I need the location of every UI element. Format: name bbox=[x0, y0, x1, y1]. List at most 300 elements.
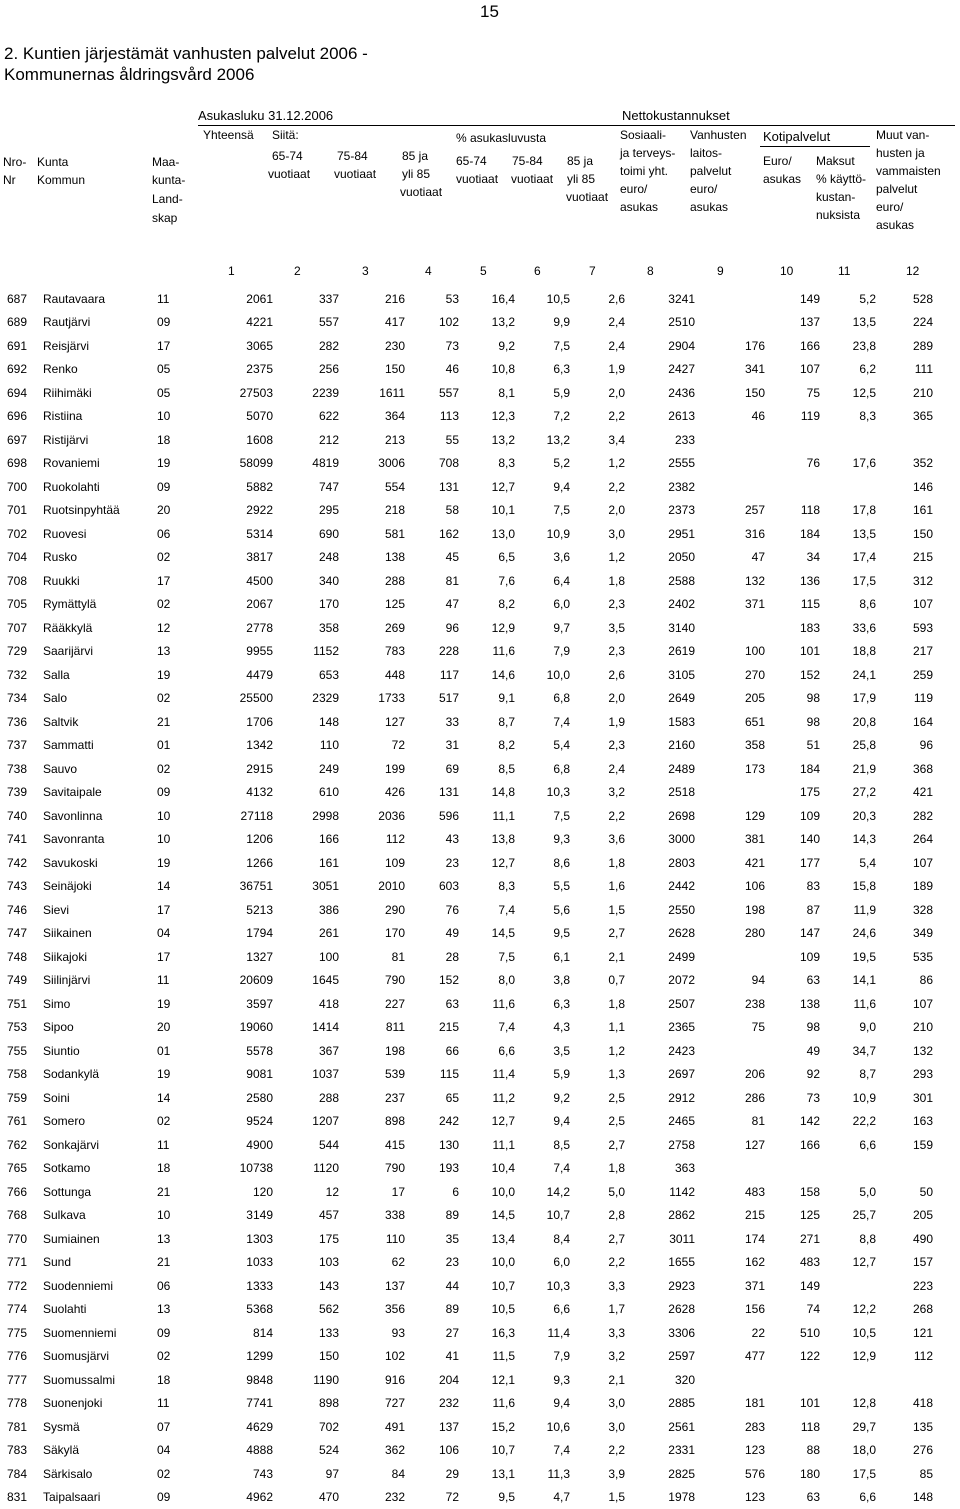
table-row bbox=[0, 1180, 933, 1204]
table-cell: 175 bbox=[765, 781, 820, 805]
table-cell bbox=[695, 1157, 765, 1181]
table-cell: 223 bbox=[876, 1274, 933, 1298]
kotipalvelut-header: Kotipalvelut bbox=[763, 129, 830, 144]
table-cell: 04 bbox=[157, 922, 227, 946]
table-cell: 3,9 bbox=[570, 1462, 625, 1486]
table-cell: 0,7 bbox=[570, 969, 625, 993]
table-cell: 7,5 bbox=[515, 334, 570, 358]
table-cell: 170 bbox=[339, 922, 405, 946]
table-cell: 58099 bbox=[227, 452, 273, 476]
table-cell: 2,4 bbox=[570, 311, 625, 335]
table-row bbox=[0, 475, 933, 499]
table-cell: 21 bbox=[157, 1251, 227, 1275]
table-cell: 113 bbox=[405, 405, 459, 429]
table-cell: 09 bbox=[157, 1486, 227, 1509]
table-cell: 1342 bbox=[227, 734, 273, 758]
sos-header-4: euro/ bbox=[620, 182, 647, 197]
table-cell: 02 bbox=[157, 1462, 227, 1486]
table-cell: 9,4 bbox=[515, 1392, 570, 1416]
table-cell: 576 bbox=[695, 1462, 765, 1486]
table-row bbox=[0, 1039, 933, 1063]
table-cell: 293 bbox=[876, 1063, 933, 1087]
table-cell: 6,3 bbox=[515, 358, 570, 382]
table-cell: 150 bbox=[273, 1345, 339, 1369]
table-cell: 8,0 bbox=[459, 969, 515, 993]
table-cell bbox=[765, 475, 820, 499]
siita-header: Siitä: bbox=[272, 128, 299, 143]
table-cell: 732 bbox=[0, 663, 43, 687]
table-cell: 17 bbox=[157, 945, 227, 969]
table-cell: Suodenniemi bbox=[43, 1274, 157, 1298]
table-cell: 63 bbox=[765, 1486, 820, 1509]
table-cell: 7,5 bbox=[459, 945, 515, 969]
table-cell: 535 bbox=[876, 945, 933, 969]
table-cell: 109 bbox=[339, 851, 405, 875]
table-cell: 17,5 bbox=[820, 569, 876, 593]
table-cell: 13,5 bbox=[820, 522, 876, 546]
table-cell: 10,3 bbox=[515, 1274, 570, 1298]
table-cell: 2649 bbox=[625, 687, 695, 711]
table-cell: 18 bbox=[157, 428, 227, 452]
table-cell: 362 bbox=[339, 1439, 405, 1463]
table-cell: 11,6 bbox=[459, 1392, 515, 1416]
table-cell: 6,0 bbox=[515, 1251, 570, 1275]
table-cell: 470 bbox=[273, 1486, 339, 1509]
table-cell: Sottunga bbox=[43, 1180, 157, 1204]
table-cell: 11,1 bbox=[459, 804, 515, 828]
table-cell: 13,0 bbox=[459, 522, 515, 546]
table-cell: 2555 bbox=[625, 452, 695, 476]
table-cell: 218 bbox=[339, 499, 405, 523]
table-cell: Ristijärvi bbox=[43, 428, 157, 452]
table-cell: 10,5 bbox=[515, 287, 570, 311]
table-cell: 20609 bbox=[227, 969, 273, 993]
table-cell: 2423 bbox=[625, 1039, 695, 1063]
table-cell: 210 bbox=[876, 1016, 933, 1040]
table-cell: 3,2 bbox=[570, 781, 625, 805]
table-cell: 13,5 bbox=[820, 311, 876, 335]
table-cell: 4888 bbox=[227, 1439, 273, 1463]
table-cell: 34 bbox=[765, 546, 820, 570]
table-cell: 280 bbox=[695, 922, 765, 946]
vanh-header-1: Vanhusten bbox=[690, 128, 747, 143]
table-cell: 301 bbox=[876, 1086, 933, 1110]
table-row bbox=[0, 1133, 933, 1157]
table-cell: 610 bbox=[273, 781, 339, 805]
table-cell: 24,6 bbox=[820, 922, 876, 946]
table-cell: 161 bbox=[876, 499, 933, 523]
table-cell: 3,0 bbox=[570, 522, 625, 546]
table-cell: 14,5 bbox=[459, 922, 515, 946]
table-cell: 1152 bbox=[273, 640, 339, 664]
table-cell: 5,4 bbox=[820, 851, 876, 875]
table-cell: 320 bbox=[625, 1368, 695, 1392]
table-cell: 770 bbox=[0, 1227, 43, 1251]
table-cell: 2,1 bbox=[570, 1368, 625, 1392]
table-cell: 811 bbox=[339, 1016, 405, 1040]
table-cell: 364 bbox=[339, 405, 405, 429]
table-cell: 05 bbox=[157, 358, 227, 382]
table-cell: 3,4 bbox=[570, 428, 625, 452]
table-row bbox=[0, 1016, 933, 1040]
table-cell: 2,4 bbox=[570, 334, 625, 358]
table-cell: 2912 bbox=[625, 1086, 695, 1110]
table-cell: 6,6 bbox=[459, 1039, 515, 1063]
table-cell: 3,0 bbox=[570, 1392, 625, 1416]
table-cell: 7,5 bbox=[515, 499, 570, 523]
table-cell: 127 bbox=[695, 1133, 765, 1157]
table-cell: 738 bbox=[0, 757, 43, 781]
table-cell: 282 bbox=[273, 334, 339, 358]
table-cell: 1645 bbox=[273, 969, 339, 993]
table-cell: Seinäjoki bbox=[43, 875, 157, 899]
table-cell: 87 bbox=[765, 898, 820, 922]
table-cell: 12,7 bbox=[820, 1251, 876, 1275]
table-cell: 5578 bbox=[227, 1039, 273, 1063]
table-cell: 2239 bbox=[273, 381, 339, 405]
table-cell: 736 bbox=[0, 710, 43, 734]
table-cell: 1,5 bbox=[570, 898, 625, 922]
table-cell: 477 bbox=[695, 1345, 765, 1369]
table-cell: 106 bbox=[405, 1439, 459, 1463]
table-cell: 5,0 bbox=[570, 1180, 625, 1204]
table-cell bbox=[695, 781, 765, 805]
table-cell: 381 bbox=[695, 828, 765, 852]
table-cell: 742 bbox=[0, 851, 43, 875]
table-cell: 224 bbox=[876, 311, 933, 335]
table-cell: 747 bbox=[273, 475, 339, 499]
table-cell: 11,9 bbox=[820, 898, 876, 922]
table-row bbox=[0, 1086, 933, 1110]
table-cell bbox=[695, 616, 765, 640]
table-cell: 34,7 bbox=[820, 1039, 876, 1063]
table-cell: 490 bbox=[876, 1227, 933, 1251]
table-row bbox=[0, 616, 933, 640]
table-cell: 131 bbox=[405, 781, 459, 805]
table-cell: 7,4 bbox=[459, 1016, 515, 1040]
table-cell: 189 bbox=[876, 875, 933, 899]
table-cell: 120 bbox=[227, 1180, 273, 1204]
table-cell: 63 bbox=[765, 969, 820, 993]
table-cell: 2,2 bbox=[570, 804, 625, 828]
table-cell: 2050 bbox=[625, 546, 695, 570]
table-cell: 14,6 bbox=[459, 663, 515, 687]
table-cell: 1706 bbox=[227, 710, 273, 734]
table-cell: 11,6 bbox=[820, 992, 876, 1016]
table-cell: 150 bbox=[339, 358, 405, 382]
table-cell: 84 bbox=[339, 1462, 405, 1486]
table-cell: 288 bbox=[339, 569, 405, 593]
table-cell bbox=[695, 428, 765, 452]
table-cell: 63 bbox=[405, 992, 459, 1016]
table-row bbox=[0, 1063, 933, 1087]
table-cell: 143 bbox=[273, 1274, 339, 1298]
table-cell: Ruovesi bbox=[43, 522, 157, 546]
table-cell: 4,7 bbox=[515, 1486, 570, 1509]
table-cell: 93 bbox=[339, 1321, 405, 1345]
table-cell: 743 bbox=[227, 1462, 273, 1486]
table-cell: 12,7 bbox=[459, 1110, 515, 1134]
table-cell: 98 bbox=[765, 687, 820, 711]
table-cell: 14,2 bbox=[515, 1180, 570, 1204]
table-cell: 47 bbox=[405, 593, 459, 617]
table-cell: 110 bbox=[339, 1227, 405, 1251]
table-cell: 158 bbox=[765, 1180, 820, 1204]
table-row bbox=[0, 522, 933, 546]
table-cell: 2597 bbox=[625, 1345, 695, 1369]
muut-header-4: palvelut bbox=[876, 182, 917, 197]
pct-85-header: 85 ja bbox=[567, 154, 593, 169]
column-number: 6 bbox=[534, 264, 541, 279]
table-cell: 2,2 bbox=[570, 475, 625, 499]
table-cell: Taipalsaari bbox=[43, 1486, 157, 1509]
table-cell: 5213 bbox=[227, 898, 273, 922]
table-cell: 356 bbox=[339, 1298, 405, 1322]
table-cell: 8,5 bbox=[459, 757, 515, 781]
table-cell: 6,2 bbox=[820, 358, 876, 382]
table-cell: 09 bbox=[157, 311, 227, 335]
table-cell: 21 bbox=[157, 710, 227, 734]
table-cell: 2067 bbox=[227, 593, 273, 617]
table-cell: 49 bbox=[765, 1039, 820, 1063]
table-cell: 62 bbox=[339, 1251, 405, 1275]
table-cell: 02 bbox=[157, 1345, 227, 1369]
table-cell: 2,4 bbox=[570, 757, 625, 781]
column-number: 10 bbox=[780, 264, 793, 279]
table-cell: 448 bbox=[339, 663, 405, 687]
table-cell: 150 bbox=[876, 522, 933, 546]
table-cell: 778 bbox=[0, 1392, 43, 1416]
table-cell: 1,9 bbox=[570, 710, 625, 734]
table-cell: 2613 bbox=[625, 405, 695, 429]
table-cell: 340 bbox=[273, 569, 339, 593]
table-cell: 2,1 bbox=[570, 945, 625, 969]
table-cell: 81 bbox=[695, 1110, 765, 1134]
table-cell: 101 bbox=[765, 640, 820, 664]
table-cell: 25,7 bbox=[820, 1204, 876, 1228]
table-cell: 198 bbox=[339, 1039, 405, 1063]
table-row bbox=[0, 898, 933, 922]
table-row bbox=[0, 1204, 933, 1228]
table-cell: 136 bbox=[765, 569, 820, 593]
table-row bbox=[0, 1439, 933, 1463]
table-cell: 86 bbox=[876, 969, 933, 993]
table-cell: 288 bbox=[273, 1086, 339, 1110]
table-cell: 483 bbox=[695, 1180, 765, 1204]
table-cell: 238 bbox=[695, 992, 765, 1016]
table-cell: 149 bbox=[765, 287, 820, 311]
table-cell bbox=[876, 1368, 933, 1392]
table-cell: 698 bbox=[0, 452, 43, 476]
table-row bbox=[0, 569, 933, 593]
table-cell: 20,3 bbox=[820, 804, 876, 828]
table-cell: 4962 bbox=[227, 1486, 273, 1509]
table-row bbox=[0, 1392, 933, 1416]
table-cell: 5368 bbox=[227, 1298, 273, 1322]
table-cell: 771 bbox=[0, 1251, 43, 1275]
table-cell: 02 bbox=[157, 757, 227, 781]
table-cell: 09 bbox=[157, 781, 227, 805]
table-cell: 790 bbox=[339, 969, 405, 993]
table-cell: 705 bbox=[0, 593, 43, 617]
table-cell: 2,6 bbox=[570, 287, 625, 311]
table-cell: Sauvo bbox=[43, 757, 157, 781]
table-cell: 8,1 bbox=[459, 381, 515, 405]
table-cell: 19 bbox=[157, 663, 227, 687]
table-cell: 9,1 bbox=[459, 687, 515, 711]
table-cell bbox=[695, 1368, 765, 1392]
table-cell: 10,0 bbox=[515, 663, 570, 687]
table-cell: 44 bbox=[405, 1274, 459, 1298]
table-cell: 205 bbox=[876, 1204, 933, 1228]
table-cell: Rymättylä bbox=[43, 593, 157, 617]
table-cell: 12 bbox=[157, 616, 227, 640]
table-row bbox=[0, 593, 933, 617]
table-cell: 162 bbox=[405, 522, 459, 546]
table-cell: 58 bbox=[405, 499, 459, 523]
table-cell: 259 bbox=[876, 663, 933, 687]
table-cell: 13,1 bbox=[459, 1462, 515, 1486]
table-cell: 271 bbox=[765, 1227, 820, 1251]
table-cell: 10 bbox=[157, 405, 227, 429]
table-cell: 13 bbox=[157, 1227, 227, 1251]
muut-header-3: vammaisten bbox=[876, 164, 941, 179]
table-cell: 4479 bbox=[227, 663, 273, 687]
table-cell: 10,9 bbox=[515, 522, 570, 546]
table-row bbox=[0, 663, 933, 687]
table-cell: 257 bbox=[695, 499, 765, 523]
table-cell: 31 bbox=[405, 734, 459, 758]
table-cell: 338 bbox=[339, 1204, 405, 1228]
table-cell: 765 bbox=[0, 1157, 43, 1181]
table-row bbox=[0, 546, 933, 570]
table-cell: 2,5 bbox=[570, 1110, 625, 1134]
table-cell: 282 bbox=[876, 804, 933, 828]
table-cell: 328 bbox=[876, 898, 933, 922]
table-cell: 173 bbox=[695, 757, 765, 781]
table-cell: 2427 bbox=[625, 358, 695, 382]
table-cell: 135 bbox=[876, 1415, 933, 1439]
table-cell: 748 bbox=[0, 945, 43, 969]
table-cell: 9,3 bbox=[515, 828, 570, 852]
table-cell: 7,9 bbox=[515, 640, 570, 664]
table-cell: 8,2 bbox=[459, 734, 515, 758]
table-cell: 3149 bbox=[227, 1204, 273, 1228]
table-cell: 06 bbox=[157, 1274, 227, 1298]
maksut-header-3: kustan- bbox=[816, 190, 855, 205]
table-cell: 491 bbox=[339, 1415, 405, 1439]
table-cell: 1333 bbox=[227, 1274, 273, 1298]
table-cell: 2758 bbox=[625, 1133, 695, 1157]
table-row bbox=[0, 1321, 933, 1345]
table-cell: 12,5 bbox=[820, 381, 876, 405]
table-cell: 352 bbox=[876, 452, 933, 476]
table-cell: 228 bbox=[405, 640, 459, 664]
table-cell: 708 bbox=[0, 569, 43, 593]
table-cell: Simo bbox=[43, 992, 157, 1016]
table-cell: 232 bbox=[339, 1486, 405, 1509]
table-cell: 740 bbox=[0, 804, 43, 828]
table-cell: 1608 bbox=[227, 428, 273, 452]
table-cell: 2,8 bbox=[570, 1204, 625, 1228]
table-cell: 19 bbox=[157, 851, 227, 875]
table-cell: 1583 bbox=[625, 710, 695, 734]
table-cell: 1,2 bbox=[570, 452, 625, 476]
col-65-74-header: 65-74 bbox=[272, 149, 303, 164]
table-cell: 2,0 bbox=[570, 381, 625, 405]
table-cell: Suolahti bbox=[43, 1298, 157, 1322]
table-cell: 22,2 bbox=[820, 1110, 876, 1134]
column-number: 3 bbox=[362, 264, 369, 279]
table-cell: Somero bbox=[43, 1110, 157, 1134]
table-cell: 11,1 bbox=[459, 1133, 515, 1157]
table-cell: 483 bbox=[765, 1251, 820, 1275]
table-cell: 2778 bbox=[227, 616, 273, 640]
table-cell: 04 bbox=[157, 1439, 227, 1463]
table-cell: 11,6 bbox=[459, 640, 515, 664]
table-cell: 20,8 bbox=[820, 710, 876, 734]
table-cell: 06 bbox=[157, 522, 227, 546]
table-row bbox=[0, 992, 933, 1016]
table-cell: 18 bbox=[157, 1368, 227, 1392]
table-cell: Riihimäki bbox=[43, 381, 157, 405]
table-cell: 75 bbox=[765, 381, 820, 405]
table-cell: 14 bbox=[157, 1086, 227, 1110]
table-cell: 174 bbox=[695, 1227, 765, 1251]
table-cell: 14,3 bbox=[820, 828, 876, 852]
table-cell: 18 bbox=[157, 1157, 227, 1181]
table-cell: 2160 bbox=[625, 734, 695, 758]
table-cell: 2,3 bbox=[570, 640, 625, 664]
table-cell: 755 bbox=[0, 1039, 43, 1063]
table-cell: 283 bbox=[695, 1415, 765, 1439]
table-cell: 8,7 bbox=[459, 710, 515, 734]
table-cell: 269 bbox=[339, 616, 405, 640]
table-cell: 13,4 bbox=[459, 1227, 515, 1251]
table-cell: 3,2 bbox=[570, 1345, 625, 1369]
table-cell: 539 bbox=[339, 1063, 405, 1087]
table-cell: 217 bbox=[876, 640, 933, 664]
maksut-header-2: % käyttö- bbox=[816, 172, 866, 187]
table-cell: 3051 bbox=[273, 875, 339, 899]
table-cell: Savonlinna bbox=[43, 804, 157, 828]
table-cell: 2904 bbox=[625, 334, 695, 358]
data-table bbox=[0, 287, 933, 1509]
muut-header-6: asukas bbox=[876, 218, 914, 233]
table-cell: 05 bbox=[157, 381, 227, 405]
table-cell: 17,5 bbox=[820, 1462, 876, 1486]
table-cell: 163 bbox=[876, 1110, 933, 1134]
table-cell: 2,2 bbox=[570, 1251, 625, 1275]
table-cell: 831 bbox=[0, 1486, 43, 1509]
table-cell: 177 bbox=[765, 851, 820, 875]
table-cell: 107 bbox=[765, 358, 820, 382]
table-cell: 183 bbox=[765, 616, 820, 640]
table-cell: 72 bbox=[405, 1486, 459, 1509]
table-cell: 702 bbox=[273, 1415, 339, 1439]
table-cell: 17,9 bbox=[820, 687, 876, 711]
table-row bbox=[0, 311, 933, 335]
table-cell: 1,7 bbox=[570, 1298, 625, 1322]
table-cell: 2628 bbox=[625, 922, 695, 946]
table-cell: 115 bbox=[405, 1063, 459, 1087]
table-cell: 11 bbox=[157, 969, 227, 993]
table-cell: 1,8 bbox=[570, 569, 625, 593]
table-cell: Sodankylä bbox=[43, 1063, 157, 1087]
table-cell: 47 bbox=[695, 546, 765, 570]
table-cell: 66 bbox=[405, 1039, 459, 1063]
table-cell: 14 bbox=[157, 875, 227, 899]
